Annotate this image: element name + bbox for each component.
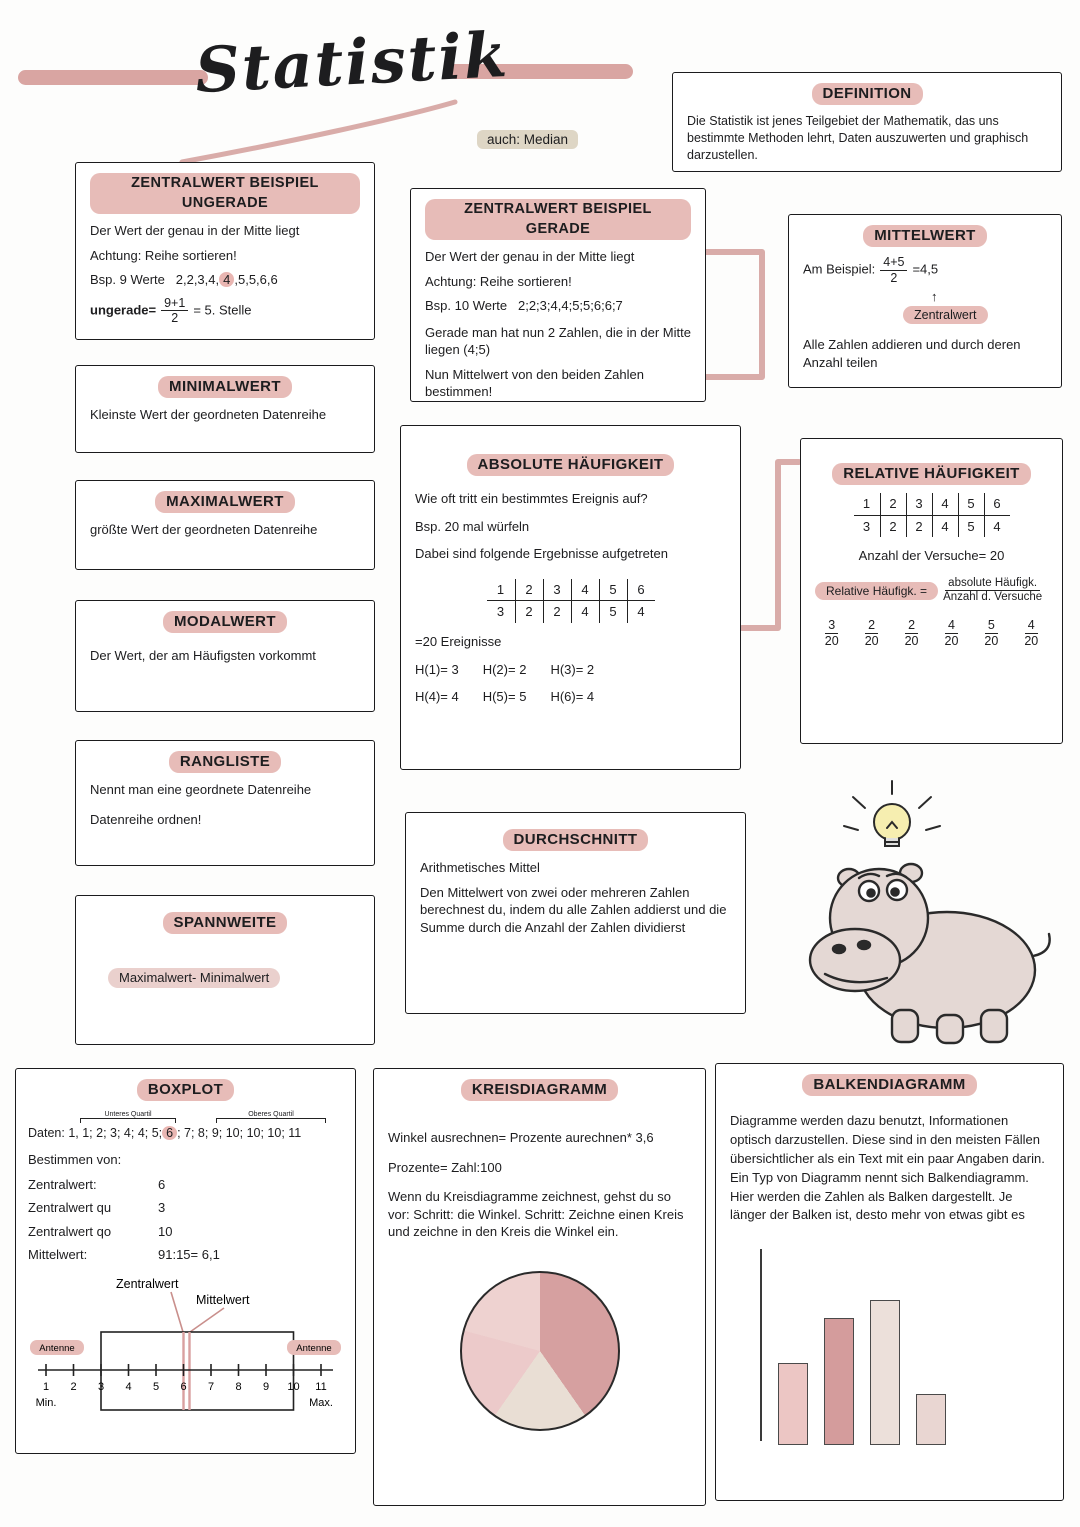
h-value: H(2)= 2: [482, 661, 527, 677]
stat-row: Zentralwert: 6: [28, 1176, 166, 1192]
table-row: [854, 516, 1010, 538]
svg-text:11: 11: [315, 1380, 327, 1393]
absolute-title: [415, 454, 726, 476]
modalwert-box: [75, 600, 375, 712]
table-cell: 2: [880, 516, 906, 538]
rangliste-title-text: RANGLISTE: [169, 751, 281, 773]
formula-label: ungerade=: [90, 302, 157, 318]
svg-text:Min.: Min.: [35, 1396, 57, 1409]
table-cell: 3: [496, 604, 505, 620]
boxplot-figure: [28, 1274, 343, 1426]
kreis-title: [388, 1079, 691, 1101]
text-line: [90, 271, 360, 289]
kreisdiagramm-box: [373, 1068, 706, 1506]
boxplot-title: [28, 1079, 343, 1101]
boxplot-box: [15, 1068, 356, 1454]
table-cell: 3: [862, 518, 871, 534]
fraction: $\frac{2}{20}$: [864, 618, 879, 648]
daten-pre: 1, 1; 2; 3; 4; 4; 5;: [68, 1126, 163, 1141]
fraction: $\frac{4}{20}$: [944, 618, 959, 648]
bsp-value-highlight: 4: [219, 272, 234, 287]
table-cell: 2: [515, 579, 543, 602]
formula-line: [90, 296, 360, 326]
rangliste-title: [90, 751, 360, 773]
y-axis: [760, 1249, 762, 1441]
kreis-title-text: KREISDIAGRAMM: [461, 1079, 618, 1101]
text-line: Nennt man eine geordnete Datenreihe: [90, 782, 312, 798]
fraction: $\frac{4+5}{2}$: [880, 255, 907, 285]
definition-title: [687, 83, 1047, 105]
text-line: Arithmetisches Mittel: [420, 860, 540, 876]
minimalwert-title-text: MINIMALWERT: [158, 376, 292, 398]
table-cell: 2: [906, 516, 932, 538]
durchschnitt-title-text: DURCHSCHNITT: [503, 829, 649, 851]
mittelwert-body: Alle Zahlen addieren und durch deren Anzahl teilen: [803, 337, 1021, 370]
svg-text:Max.: Max.: [309, 1396, 333, 1409]
dice-result-table: [854, 493, 1010, 537]
formula-lhs: Relative Häufigk. =: [815, 582, 938, 600]
fraction: $\frac{3}{20}$: [824, 618, 839, 648]
modalwert-title: [90, 611, 360, 633]
bsp-label: Bsp. 10 Werte: [425, 298, 508, 314]
stat-row: Mittelwert: 91:15= 6,1: [28, 1247, 220, 1263]
quartil-brackets: [28, 1109, 343, 1125]
definition-box: [672, 72, 1062, 172]
absolute-haeufigkeit-box: [400, 425, 741, 770]
spannweite-body: Maximalwert- Minimalwert: [108, 968, 360, 988]
bsp-values-post: ,5,5,6,6: [234, 272, 278, 288]
relative-title-text: RELATIVE HÄUFIGKEIT: [832, 463, 1031, 485]
fraction: $\frac{9+1}{2}$: [161, 296, 188, 326]
text-line: Wie oft tritt ein bestimmtes Ereignis auf?: [415, 491, 648, 507]
minimalwert-box: [75, 365, 375, 453]
table-cell: 4: [571, 601, 599, 623]
svg-text:Antenne: Antenne: [296, 1342, 332, 1354]
modalwert-title-text: MODALWERT: [163, 611, 287, 633]
arrow-label-wrap: [903, 306, 1047, 325]
svg-text:3: 3: [97, 1380, 105, 1393]
pie-chart: [460, 1271, 620, 1431]
ungerade-title-text: ZENTRALWERT BEISPIEL UNGERADE: [90, 173, 360, 214]
text-line: Nun Mittelwert von den beiden Zahlen bestimmen!: [425, 366, 644, 400]
svg-text:8: 8: [235, 1380, 242, 1393]
text-line: Bsp. 20 mal würfeln: [415, 518, 530, 534]
formula-result: = 5. Stelle: [193, 302, 252, 318]
balken-title-text: BALKENDIAGRAMM: [802, 1074, 976, 1096]
table-cell: 5: [599, 601, 627, 623]
dice-result-table: [487, 579, 655, 623]
maximalwert-body: größte Wert der geordneten Datenreihe: [90, 522, 318, 538]
durchschnitt-body: Den Mittelwert von zwei oder mehreren Zahlen berechnest du, indem du alle Zahlen addierst und die Summe durch die Anzahl der Zahlen dividierst: [420, 884, 727, 935]
svg-text:1: 1: [42, 1380, 50, 1393]
text-line: Prozente= Zahl:100: [388, 1159, 502, 1175]
svg-text:Zentralwert: Zentralwert: [116, 1276, 179, 1291]
h-value: H(4)= 4: [415, 689, 459, 705]
table-cell: 3: [543, 579, 571, 602]
fraction: $\frac{\text{absolute Häufigk.}}{\text{Anzahl d. Versuche}}$: [943, 576, 1043, 604]
table-cell: 4: [932, 493, 958, 516]
mittelwert-example: [803, 255, 1047, 285]
text-line: Der Wert der genau in der Mitte liegt: [90, 223, 300, 239]
h-values-row: [415, 688, 726, 706]
bestimmen-line: Bestimmen von:: [28, 1152, 122, 1168]
arrow-up: ↑: [931, 289, 938, 304]
table-cell: 3: [906, 493, 932, 516]
balken-title: [730, 1074, 1049, 1096]
zentralwert-gerade-box: [410, 188, 706, 402]
title-deco-left: [18, 70, 208, 85]
text-line: Der Wert der genau in der Mitte liegt: [425, 249, 635, 265]
kreis-body: Wenn du Kreisdiagramme zeichnest, gehst du so vor: Schritt: die Winkel. Schritt: Zeichne einen Kreis und zeichne in den Kreis die Winkel ein.: [388, 1189, 684, 1240]
maximalwert-title-text: MAXIMALWERT: [155, 491, 295, 513]
table-cell: 1: [854, 493, 880, 516]
text-line: Achtung: Reihe sortieren!: [425, 273, 572, 289]
mittelwert-box: [788, 214, 1062, 388]
median-note: [477, 130, 578, 149]
table-cell: 2: [515, 601, 543, 623]
rangliste-box: [75, 740, 375, 866]
text-line: Datenreihe ordnen!: [90, 811, 202, 827]
table-cell: 4: [571, 579, 599, 602]
svg-text:5: 5: [152, 1380, 160, 1393]
maximalwert-box: [75, 480, 375, 570]
fraction: $\frac{5}{20}$: [984, 618, 999, 648]
spannweite-box: [75, 895, 375, 1045]
bsp-values: 2;2;3;4,4;5;5;6;6;7: [517, 298, 623, 314]
svg-text:7: 7: [207, 1380, 215, 1393]
spannweite-title-text: SPANNWEITE: [163, 912, 288, 934]
bar: [824, 1318, 854, 1445]
oberes-quartil-bracket: Oberes Quartil: [216, 1118, 326, 1123]
zentralwert-ungerade-box: [75, 162, 375, 340]
table-cell: 4: [627, 601, 655, 623]
mittelwert-title-text: MITTELWERT: [863, 225, 987, 247]
modalwert-body: Der Wert, der am Häufigsten vorkommt: [90, 648, 316, 664]
bsp-label: Bsp. 9 Werte: [90, 272, 165, 288]
hippo-illustration: [795, 778, 1065, 1053]
svg-text:4: 4: [125, 1380, 132, 1393]
relative-haeufigkeit-box: [800, 438, 1063, 744]
svg-text:6: 6: [180, 1380, 187, 1393]
svg-text:Mittelwert: Mittelwert: [196, 1292, 250, 1307]
svg-text:2: 2: [70, 1380, 77, 1393]
sum-line: =20 Ereignisse: [415, 633, 502, 649]
lightbulb-icon: [844, 781, 940, 846]
minimalwert-title: [90, 376, 360, 398]
table-cell: 4: [984, 516, 1010, 538]
daten-line: [28, 1125, 343, 1142]
h-value: H(6)= 4: [550, 689, 595, 705]
durchschnitt-box: [405, 812, 746, 1014]
h-value: H(1)= 3: [415, 661, 459, 677]
daten-label: Daten:: [28, 1126, 65, 1141]
bar: [916, 1394, 946, 1445]
table-cell: 6: [627, 579, 655, 602]
unteres-quartil-bracket: Unteres Quartil: [80, 1118, 176, 1123]
balken-body: Diagramme werden dazu benutzt, Informationen optisch darzustellen. Diese sind in den meisten Fällen übersichtlicher als ein Text mit ein paar Angaben darin. Ein Typ von Diagramm nennt sich Balkendiagramm. Hier werden die Zahlen als Balken dargestellt. Je länger der Balken ist, desto mehr von etwas gibt es: [730, 1113, 1045, 1223]
maximalwert-title: [90, 491, 360, 513]
stat-row: Zentralwert qu 3: [28, 1200, 166, 1216]
definition-body: Die Statistik ist jenes Teilgebiet der Mathematik, das uns bestimmte Methoden lehrt, Daten auszuwerten und graphisch darzustellen.: [687, 114, 1029, 162]
table-cell: 5: [599, 579, 627, 602]
h-values-row: [415, 661, 726, 679]
text-line: Gerade man hat nun 2 Zahlen, die in der Mitte liegen (4;5): [425, 324, 691, 358]
svg-text:9: 9: [262, 1380, 270, 1393]
gerade-title-text: ZENTRALWERT BEISPIEL GERADE: [425, 199, 691, 240]
table-cell: 5: [958, 493, 984, 516]
text-line: Achtung: Reihe sortieren!: [90, 247, 237, 263]
svg-text:10: 10: [287, 1380, 300, 1393]
arrow-label: Zentralwert: [903, 306, 988, 325]
fraction: $\frac{4}{20}$: [1024, 618, 1039, 648]
mittelwert-title: [803, 225, 1047, 247]
relative-formula: [815, 577, 1048, 604]
minimalwert-body: Kleinste Wert der geordneten Datenreihe: [90, 407, 327, 423]
bsp-values-pre: 2,2,3,4,: [175, 272, 220, 288]
table-cell: 2: [543, 601, 571, 623]
table-row: [487, 579, 655, 602]
h-value: H(3)= 2: [550, 661, 595, 677]
result: =4,5: [912, 261, 939, 277]
ungerade-title: [90, 173, 360, 214]
table-row: [487, 601, 655, 623]
table-row: [854, 493, 1010, 516]
example-label: Am Beispiel:: [803, 261, 876, 277]
fraction: $\frac{2}{20}$: [904, 618, 919, 648]
table-cell: 5: [958, 516, 984, 538]
stat-row: Zentralwert qo 10: [28, 1223, 173, 1239]
text-line: Winkel ausrechnen= Prozente aurechnen* 3,6: [388, 1130, 654, 1146]
table-cell: 2: [880, 493, 906, 516]
spannweite-title: [90, 912, 360, 934]
svg-text:Antenne: Antenne: [39, 1342, 75, 1354]
bar: [870, 1300, 900, 1446]
text-line: [425, 297, 691, 315]
boxplot-title-text: BOXPLOT: [137, 1079, 234, 1101]
h-value: H(5)= 5: [482, 689, 527, 705]
durchschnitt-title: [420, 829, 731, 851]
table-cell: 4: [932, 516, 958, 538]
definition-title-text: DEFINITION: [812, 83, 923, 105]
table-cell: 6: [984, 493, 1010, 516]
relative-title: [815, 463, 1048, 485]
table-cell: 1: [487, 579, 515, 602]
hippo-body: [810, 864, 1050, 1043]
absolute-title-text: ABSOLUTE HÄUFIGKEIT: [467, 454, 675, 476]
text-line: Dabei sind folgende Ergebnisse aufgetreten: [415, 546, 668, 562]
daten-post: ; 7; 8; 9; 10; 10; 10; 11: [177, 1126, 302, 1141]
balkendiagramm-box: [715, 1063, 1064, 1501]
fractions-row: [815, 618, 1048, 648]
bar: [778, 1363, 808, 1445]
versuche-line: Anzahl der Versuche= 20: [858, 548, 1005, 564]
gerade-title: [425, 199, 691, 240]
daten-highlight: 6: [162, 1126, 177, 1140]
median-note-text: auch: Median: [477, 130, 578, 149]
bar-chart: [748, 1245, 1049, 1445]
page-title: Statistik: [193, 17, 511, 108]
